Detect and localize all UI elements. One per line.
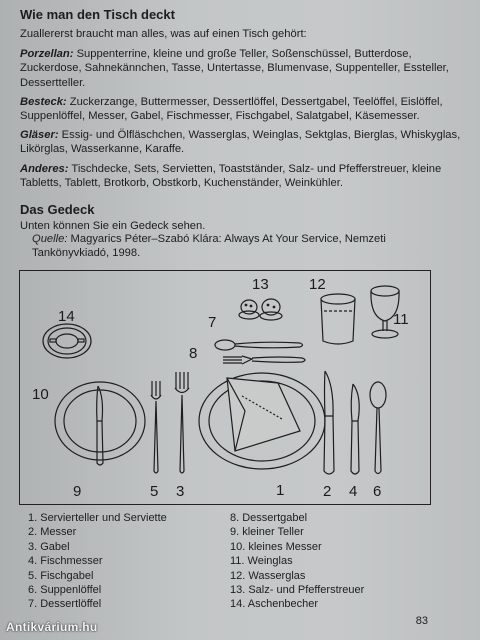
paragraph-porzellan xyxy=(20,47,465,90)
paragraph-anderes xyxy=(20,162,465,190)
source-label: Quelle: xyxy=(32,233,68,246)
figure-number-11: 11 xyxy=(393,311,409,328)
legend-item: 6. Suppenlöffel xyxy=(28,584,102,597)
legend-item: 7. Dessertlöffel xyxy=(28,598,102,611)
legend-item: 12. Wasserglas xyxy=(230,569,306,582)
text-besteck: Zuckerzange, Buttermesser, Dessertlöffel, Dessertgabel, Teelöffel, Eislöffel, Suppenlöffel, Messer, Gabel, Fischmesser, Fischgabel, Salatgabel, Käsemesser. xyxy=(20,95,443,123)
fish-fork-icon xyxy=(151,381,161,473)
figure-number-3: 3 xyxy=(176,483,185,500)
figure-number-4: 4 xyxy=(349,483,358,500)
dessert-spoon-icon xyxy=(215,340,303,350)
figure-number-10: 10 xyxy=(32,386,49,403)
napkin-icon xyxy=(227,378,300,451)
figure-number-1: 1 xyxy=(276,482,285,499)
place-setting-illustration xyxy=(19,270,431,505)
legend-left-column xyxy=(28,511,167,612)
legend-item: 1. Servierteller und Serviette xyxy=(28,512,167,524)
figure-number-13: 13 xyxy=(252,276,269,293)
small-knife-icon xyxy=(97,386,103,465)
gedeck-intro: Unten können Sie ein Gedeck sehen. xyxy=(20,220,206,233)
legend-item: 11. Weinglas xyxy=(230,555,293,568)
table-setting-drawing xyxy=(20,271,432,506)
figure-number-9: 9 xyxy=(73,483,82,500)
figure-number-2: 2 xyxy=(323,483,332,500)
text-anderes: Tischdecke, Sets, Servietten, Toastständer, Salz- und Pfefferstreuer, kleine Tabletts, Tablett, Brotkorb, Obstkorb, Kuchenständer, Weinkühler. xyxy=(20,162,442,189)
text-porzellan: Suppenterrine, kleine und große Teller, Soßenschüssel, Butterdose, Zuckerdose, Sahnekännchen, Tasse, Untertasse, Blumenvase, Suppenteller, Essteller, Dessertteller. xyxy=(20,48,449,89)
fish-knife-icon xyxy=(351,384,359,474)
watermark-logo: Antikvárium.hu xyxy=(6,620,98,634)
legend-item: 3. Gabel xyxy=(28,540,70,553)
section-title-gedeck: Das Gedeck xyxy=(20,202,95,218)
figure-number-5: 5 xyxy=(150,483,159,500)
legend-item: 5. Fischgabel xyxy=(28,569,94,582)
legend-item: 14. Aschenbecher xyxy=(230,598,319,611)
intro-text: Zuallererst braucht man alles, was auf einen Tisch gehört: xyxy=(20,28,307,40)
label-glaeser: Gläser: xyxy=(20,129,59,142)
source-text: Magyarics Péter–Szabó Klára: Always At Your Service, Nemzeti Tankönyvkiadó, 1998. xyxy=(32,233,386,260)
label-besteck: Besteck: xyxy=(20,95,67,108)
page-number: 83 xyxy=(415,615,428,627)
legend-item: 4. Fischmesser xyxy=(28,555,103,568)
salt-pepper-icon xyxy=(239,299,282,320)
text-glaeser: Essig- und Ölfläschchen, Wasserglas, Weinglas, Sektglas, Bierglas, Whiskyglas, Likörglas, Wasserkanne, Karaffe. xyxy=(20,129,461,156)
figure-number-8: 8 xyxy=(189,345,198,362)
legend-item: 2. Messer xyxy=(28,526,77,539)
soup-spoon-icon xyxy=(370,382,386,474)
text-column xyxy=(20,6,465,266)
figure-number-7: 7 xyxy=(208,314,217,331)
legend-item: 13. Salz- und Pfefferstreuer xyxy=(230,584,365,597)
legend-item: 8. Dessertgabel xyxy=(230,512,308,524)
label-porzellan: Porzellan: xyxy=(20,48,74,61)
legend-item: 10. kleines Messer xyxy=(230,540,322,553)
legend-right-column xyxy=(230,511,364,612)
dessert-fork-icon xyxy=(223,356,305,364)
legend-item: 9. kleiner Teller xyxy=(230,526,304,539)
paragraph-besteck xyxy=(20,95,465,123)
water-glass-icon xyxy=(321,294,355,344)
section-title-tisch: Wie man den Tisch deckt xyxy=(20,7,175,22)
label-anderes: Anderes: xyxy=(20,162,69,175)
figure-number-6: 6 xyxy=(373,483,382,500)
source-quote xyxy=(32,232,465,260)
ashtray-icon xyxy=(43,324,91,358)
fork-icon xyxy=(175,372,189,473)
figure-number-14: 14 xyxy=(58,308,75,325)
figure-number-12: 12 xyxy=(309,276,326,293)
paragraph-glaeser xyxy=(20,128,465,156)
